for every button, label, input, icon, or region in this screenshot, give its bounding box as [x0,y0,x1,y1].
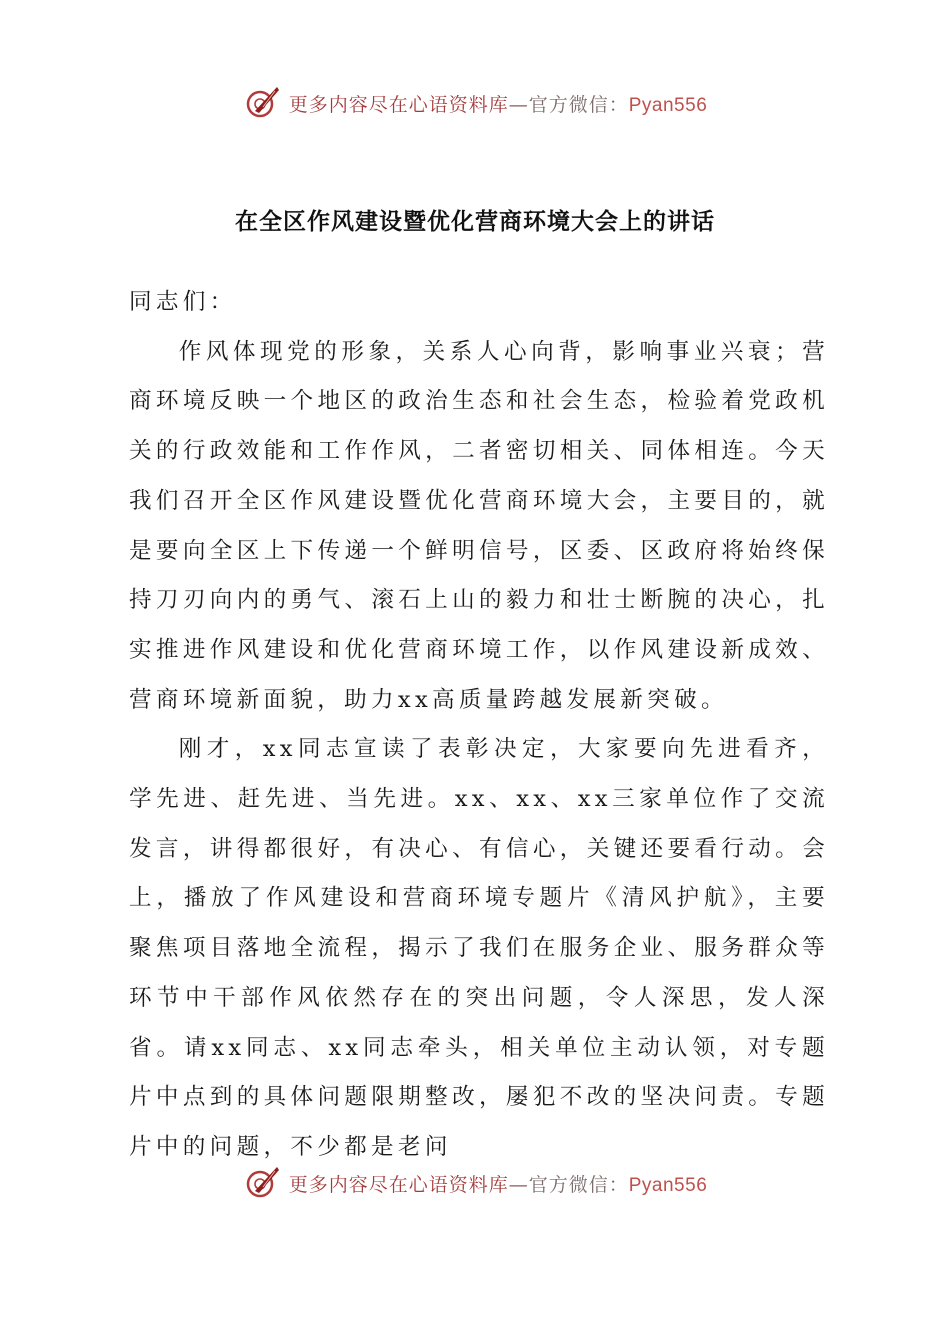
watermark-main-text: 更多内容尽在心语资料库 [288,93,509,116]
header-watermark-banner [0,83,950,123]
watermark-text [289,90,708,117]
watermark-wechat-id: Pyan556 [628,1174,708,1196]
watermark-wechat-label: 官方微信： [528,93,629,116]
watermark-main-text: 更多内容尽在心语资料库 [288,1173,509,1196]
watermark-wechat-label: 官方微信： [528,1173,629,1196]
watermark-separator: — [508,1173,529,1196]
quill-logo-icon [243,83,283,123]
document-title: 在全区作风建设暨优化营商环境大会上的讲话 [235,209,715,235]
paragraph-2: 刚才，xx同志宣读了表彰决定，大家要向先进看齐，学先进、赶先进、当先进。xx、xx、xx三家单位作了交流发言，讲得都很好，有决心、有信心，关键还要看行动。会上，播放了作风建设和营商环境专题片《清风护航》，主要聚焦项目落地全流程，揭示了我们在服务企业、服务群众等环节中干部作风依然存在的突出问题，令人深思，发人深省。请xx同志、xx同志牵头，相关单位主动认领，对专题片中点到的具体问题限期整改，屡犯不改的坚决问责。专题片中的问题，不少都是老问 [129,736,829,1160]
paragraph-1: 作风体现党的形象，关系人心向背，影响事业兴衰；营商环境反映一个地区的政治生态和社会生态，检验着党政机关的行政效能和工作作风，二者密切相关、同体相连。今天我们召开全区作风建设暨优化营商环境大会，主要目的，就是要向全区上下传递一个鲜明信号，区委、区政府将始终保持刀刃向内的勇气、滚石上山的毅力和壮士断腕的决心，扎实推进作风建设和优化营商环境工作，以作风建设新成效、营商环境新面貌，助力xx高质量跨越发展新突破。 [129,338,829,713]
watermark-wechat-id: Pyan556 [628,94,708,116]
salutation: 同志们： [129,289,237,315]
watermark-separator: — [508,93,529,116]
footer-watermark-banner [0,1163,950,1203]
document-body [129,278,829,1173]
watermark-text [289,1170,708,1197]
quill-logo-icon [243,1163,283,1203]
